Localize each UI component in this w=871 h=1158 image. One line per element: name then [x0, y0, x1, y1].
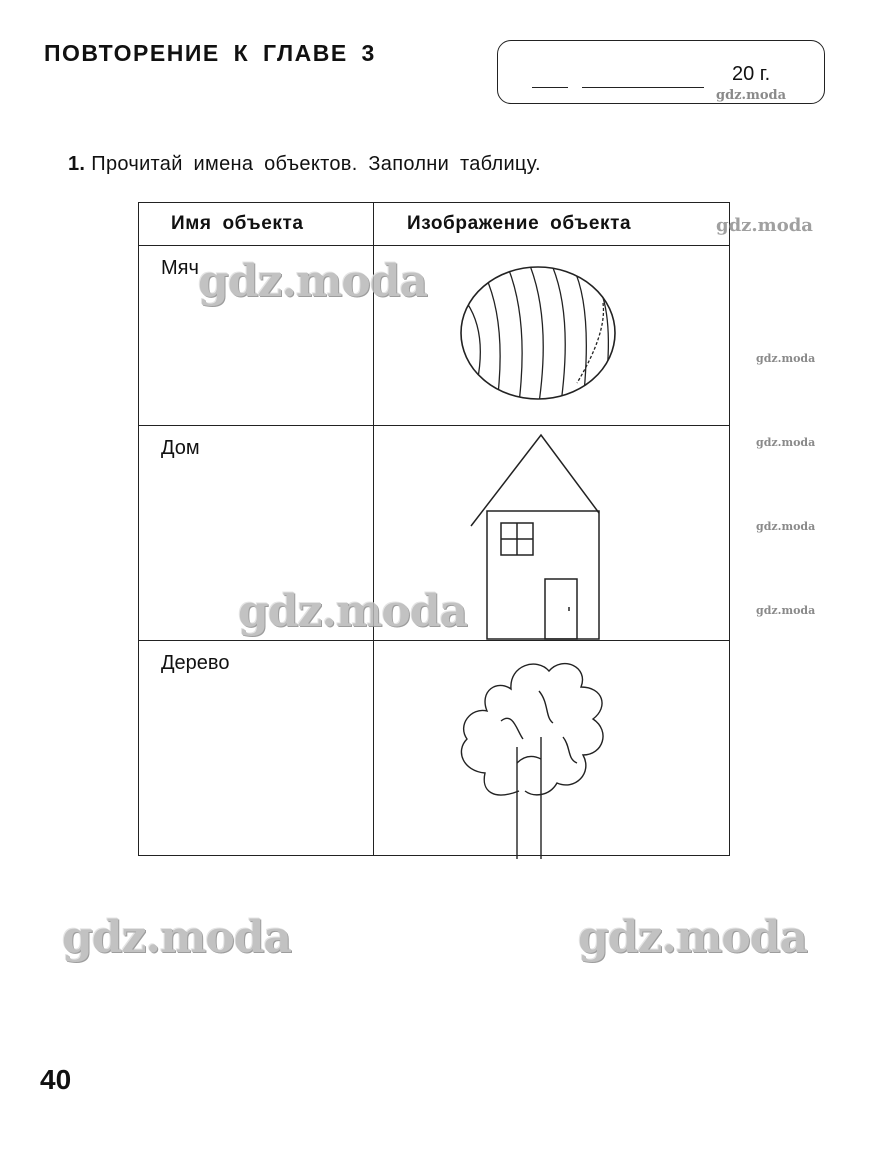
watermark-text: gdz.moda [756, 436, 816, 449]
table-header-name: Имя объекта [171, 213, 304, 234]
watermark-text: gdz.moda [756, 352, 816, 365]
row-name-tree: Дерево [161, 652, 230, 674]
page-number: 40 [40, 1064, 72, 1095]
task-text: Прочитай имена объектов. Заполни таблицу. [91, 153, 541, 175]
row-name-house: Дом [161, 437, 200, 459]
date-year-label: 20 г. [732, 63, 771, 85]
watermark-text: gdz.moda [716, 215, 813, 236]
watermark-text: gdz.moda [756, 520, 816, 533]
task-instruction [68, 153, 541, 176]
chapter-title: ПОВТОРЕНИЕ К ГЛАВЕ 3 [44, 40, 376, 66]
watermark-text: gdz.moda [716, 88, 787, 103]
watermark-text: gdz.moda [62, 912, 292, 963]
table-row-divider [139, 640, 729, 641]
row-name-ball: Мяч [161, 257, 199, 279]
table-header-image: Изображение объекта [407, 213, 632, 234]
watermark-text: gdz.moda [578, 912, 808, 963]
date-month-line [582, 87, 704, 88]
table-header-divider [139, 245, 729, 246]
watermark-text: gdz.moda [198, 256, 428, 307]
task-number: 1. [68, 153, 86, 175]
date-day-line [532, 87, 568, 88]
table-row-divider [139, 425, 729, 426]
ball-drawing [457, 263, 619, 403]
watermark-text: gdz.moda [238, 586, 468, 637]
tree-drawing [453, 651, 611, 859]
watermark-text: gdz.moda [756, 604, 816, 617]
house-drawing [469, 431, 605, 641]
